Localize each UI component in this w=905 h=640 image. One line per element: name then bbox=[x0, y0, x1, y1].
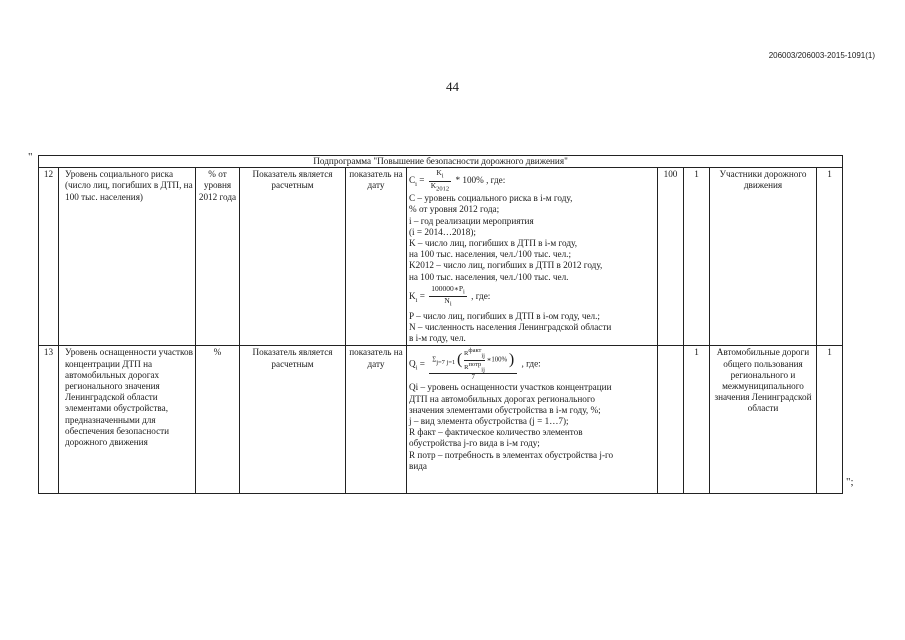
desc-line: K2012 – число лиц, погибших в ДТП в 2012 году, bbox=[409, 260, 603, 271]
formula-q: $Q_i$ = $\Sigma_{j=7 j=1}$ ( $R^{факт}_{ij}$ $R^{потр}_{ij}$ ∗100% ) 7 , где: bbox=[409, 347, 541, 382]
table-row bbox=[39, 168, 843, 346]
base-value bbox=[658, 346, 684, 494]
closing-quote: "; bbox=[846, 476, 854, 488]
desc-line: ДТП на автомобильных дорогах регионального bbox=[409, 393, 595, 404]
indicator-code: 1 bbox=[684, 346, 710, 494]
desc-line: N – численность населения Ленинградской области bbox=[409, 322, 612, 333]
desc-line: (i = 2014…2018); bbox=[409, 226, 476, 237]
desc-line: i – год реализации мероприятия bbox=[409, 215, 534, 226]
participants: Автомобильные дороги общего пользования регионального и межмуниципального значения Ленинградской области bbox=[710, 346, 817, 494]
desc-line: R потр – потребность в элементах обустройства j-го bbox=[409, 449, 614, 460]
formula-k: $K_i$ = $\frac{100000∗P_i}{N_i}$ , где: bbox=[409, 283, 491, 308]
desc-line: значения элементами обустройства в i-м году, %; bbox=[409, 404, 601, 415]
indicator-code: 1 bbox=[684, 168, 710, 346]
opening-quote: " bbox=[28, 151, 33, 163]
desc-line: в i-м году, чел. bbox=[409, 333, 466, 344]
participants: Участники дорожного движения bbox=[710, 168, 817, 346]
indicator-name: Уровень оснащенности участков концентрации ДТП на автомобильных дорогах регионального значения Ленинградской области элементами обустройства, предназначенными для обеспечения безопасности дорожного движения bbox=[59, 346, 196, 494]
table-row bbox=[39, 346, 843, 494]
base-value: 100 bbox=[658, 168, 684, 346]
subprogram-row bbox=[39, 156, 843, 168]
calculation-method bbox=[407, 346, 658, 494]
subprogram-title: Подпрограмма "Повышение безопасности дорожного движения" bbox=[39, 156, 843, 168]
unit-of-measure: % bbox=[196, 346, 240, 494]
row-number: 12 bbox=[39, 168, 59, 346]
indicator-date: показатель на дату bbox=[346, 168, 407, 346]
desc-line: Qi – уровень оснащенности участков концентрации bbox=[409, 382, 612, 393]
page-number: 44 bbox=[446, 79, 459, 94]
fraction: $\frac{100000∗P_i}{N_i}$ bbox=[431, 283, 465, 308]
indicators-table bbox=[38, 155, 843, 494]
desc-line: C – уровень социального риска в i-м году, bbox=[409, 193, 573, 204]
row-number: 13 bbox=[39, 346, 59, 494]
desc-line: обустройства j-го вида в i-м году; bbox=[409, 438, 540, 449]
fraction: $\Sigma_{j=7 j=1}$ ( $R^{факт}_{ij}$ $R^{потр}_{ij}$ ∗100% ) 7 bbox=[429, 347, 517, 382]
desc-line: P – число лиц, погибших в ДТП в i-ом году, чел.; bbox=[409, 310, 600, 321]
desc-line: на 100 тыс. населения, чел./100 тыс. чел. bbox=[409, 271, 569, 282]
desc-line: K – число лиц, погибших в ДТП в i-м году, bbox=[409, 238, 577, 249]
fraction: $\frac{K_i}{K_{2012}}$ bbox=[430, 168, 450, 193]
desc-line: на 100 тыс. населения, чел./100 тыс. чел.; bbox=[409, 249, 572, 260]
unit-of-measure: % от уровня 2012 года bbox=[196, 168, 240, 346]
indicator-date: показатель на дату bbox=[346, 346, 407, 494]
calculation-method bbox=[407, 168, 658, 346]
indicator-flag: 1 bbox=[817, 346, 843, 494]
indicator-type: Показатель является расчетным bbox=[240, 168, 346, 346]
indicator-name: Уровень социального риска (число лиц, погибших в ДТП, на 100 тыс. населения) bbox=[59, 168, 196, 346]
desc-line: % от уровня 2012 года; bbox=[409, 204, 500, 215]
formula-c: $C_i$ = $\frac{K_i}{K_{2012}}$ * 100% , где: bbox=[409, 168, 506, 193]
desc-line: j – вид элемента обустройства (j = 1…7); bbox=[409, 415, 569, 426]
indicator-type: Показатель является расчетным bbox=[240, 346, 346, 494]
desc-line: R факт – фактическое количество элементов bbox=[409, 427, 583, 438]
indicator-flag: 1 bbox=[817, 168, 843, 346]
document-id: 206003/206003-2015-1091(1) bbox=[768, 51, 875, 60]
desc-line: вида bbox=[409, 460, 428, 471]
